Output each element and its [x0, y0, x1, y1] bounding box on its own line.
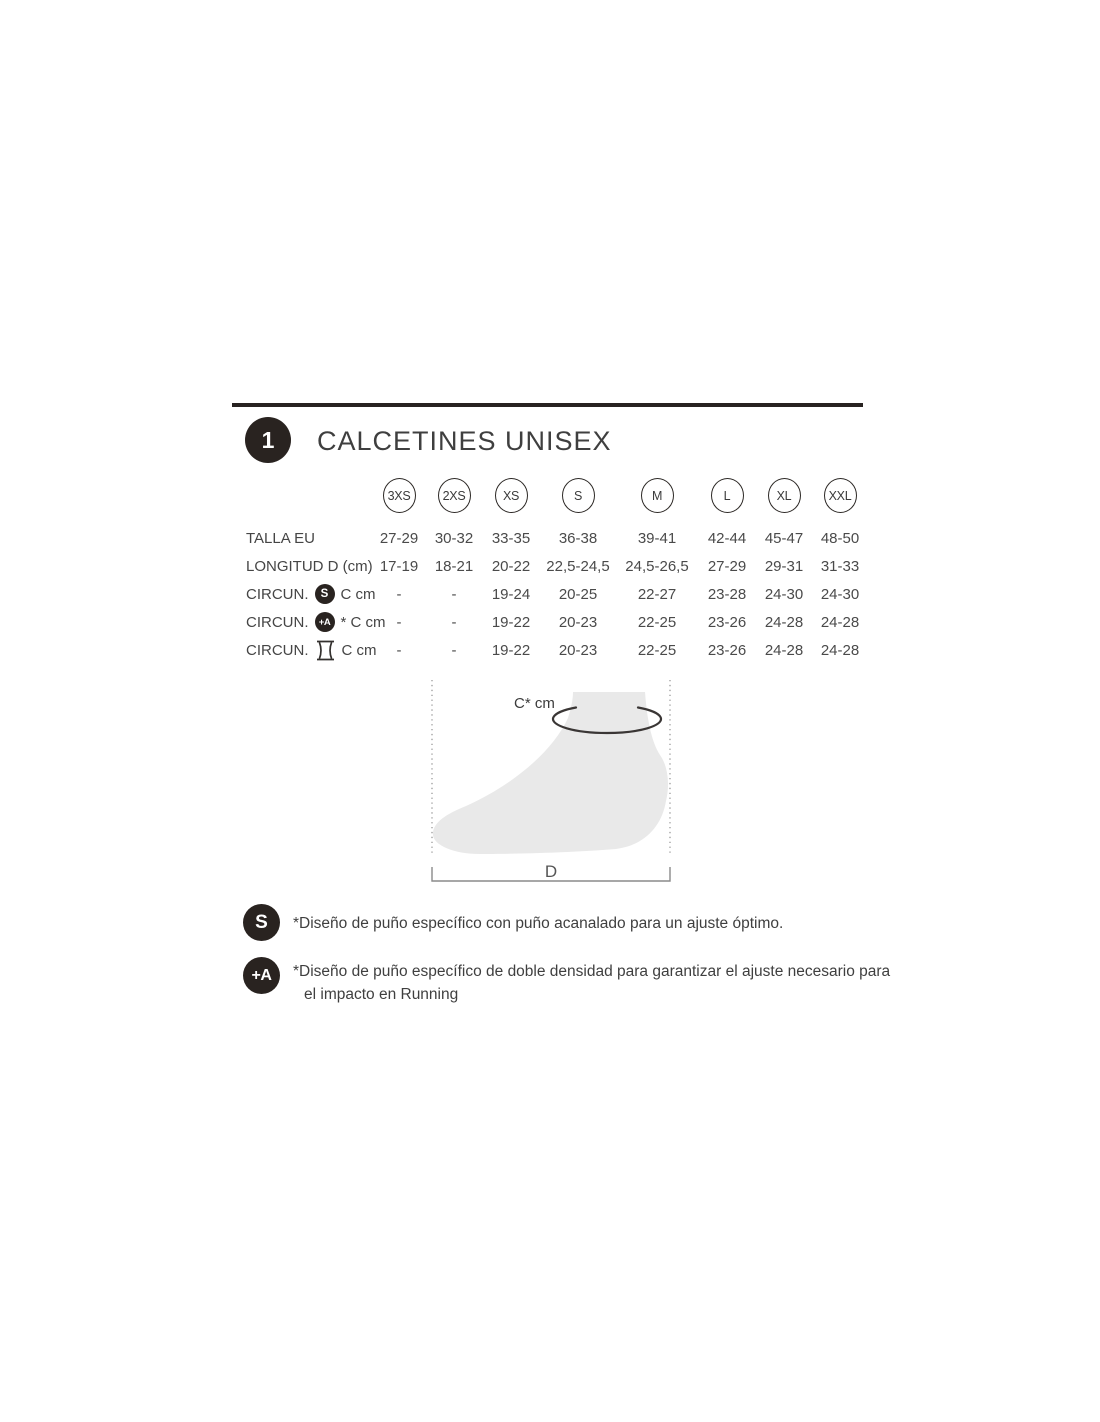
- row-label-circun-plus-a: [232, 608, 386, 636]
- table-cell: 24-30: [764, 585, 804, 603]
- table-cell: 36-38: [558, 529, 598, 547]
- table-cell: 27-29: [707, 557, 747, 575]
- table-corner-cell: [232, 476, 372, 524]
- s-cuff-badge-icon: S: [243, 904, 280, 941]
- size-header-xs: [482, 476, 540, 524]
- table-cell: 19-22: [491, 613, 531, 631]
- table-cell: 39-41: [637, 529, 677, 547]
- table-cell: 48-50: [820, 529, 860, 547]
- table-cell: 23-26: [707, 641, 747, 659]
- table-cell: 22-27: [637, 585, 677, 603]
- size-circle: S: [562, 478, 595, 513]
- footnote-plus-a-text: *Diseño de puño específico de doble densidad para garantizar el ajuste necesario para el impacto en Running: [293, 963, 891, 1003]
- size-circle: L: [711, 478, 744, 513]
- size-header-xxl: [812, 476, 868, 524]
- table-cell: 24-28: [764, 641, 804, 659]
- table-cell: -: [451, 641, 457, 659]
- table-cell: 31-33: [820, 557, 860, 575]
- table-cell: 22-25: [637, 641, 677, 659]
- page-title: CALCETINES UNISEX: [317, 426, 612, 456]
- table-cell: 20-23: [558, 613, 598, 631]
- row-label-suffix: * C cm: [340, 613, 386, 631]
- table-cell: 23-28: [707, 585, 747, 603]
- table-cell: 20-25: [558, 585, 598, 603]
- s-cuff-badge-icon: S: [315, 584, 335, 604]
- table-cell: 20-22: [491, 557, 531, 575]
- row-label-suffix: C cm: [340, 585, 376, 603]
- row-label-text: TALLA EU: [246, 529, 315, 547]
- row-label-text: CIRCUN.: [246, 641, 309, 659]
- table-cell: 24-28: [820, 641, 860, 659]
- table-cell: -: [451, 613, 457, 631]
- size-circle: XXL: [824, 478, 857, 513]
- table-cell: 24-28: [820, 613, 860, 631]
- table-cell: 42-44: [707, 529, 747, 547]
- row-label-text: CIRCUN.: [246, 585, 309, 603]
- row-label-talla-eu: [232, 524, 372, 552]
- table-cell: 24-30: [820, 585, 860, 603]
- foot-measurement-diagram: [418, 673, 693, 903]
- table-cell: 24-28: [764, 613, 804, 631]
- size-header-s: [540, 476, 616, 524]
- table-cell: 22-25: [637, 613, 677, 631]
- table-cell: 19-22: [491, 641, 531, 659]
- row-label-text: LONGITUD D (cm): [246, 557, 373, 575]
- foot-silhouette: [433, 692, 668, 854]
- table-cell: 45-47: [764, 529, 804, 547]
- size-header-3xs: [372, 476, 426, 524]
- table-cell: 19-24: [491, 585, 531, 603]
- table-cell: 23-26: [707, 613, 747, 631]
- row-label-text: CIRCUN.: [246, 613, 309, 631]
- table-cell: 27-29: [379, 529, 419, 547]
- length-label: D: [544, 862, 558, 881]
- table-cell: 24,5-26,5: [625, 557, 689, 575]
- size-header-xl: [756, 476, 812, 524]
- size-circle: XS: [495, 478, 528, 513]
- row-label-circun-cuff: [232, 636, 377, 664]
- sock-cuff-icon: [316, 640, 335, 661]
- table-cell: 17-19: [379, 557, 419, 575]
- table-cell: 33-35: [491, 529, 531, 547]
- table-cell: 22,5-24,5: [546, 557, 610, 575]
- size-circle: M: [641, 478, 674, 513]
- size-circle: 3XS: [383, 478, 416, 513]
- size-circle: XL: [768, 478, 801, 513]
- table-cell: 20-23: [558, 641, 598, 659]
- row-label-circun-s: [232, 580, 376, 608]
- circumference-label: C* cm: [514, 695, 555, 712]
- footnote-s-text: *Diseño de puño específico con puño acanalado para un ajuste óptimo.: [293, 915, 784, 932]
- row-label-longitud-d: [232, 552, 372, 580]
- table-cell: 30-32: [434, 529, 474, 547]
- top-divider-rule: [232, 403, 863, 407]
- table-cell: -: [396, 613, 402, 631]
- table-cell: 29-31: [764, 557, 804, 575]
- size-header-m: [616, 476, 698, 524]
- size-circle: 2XS: [438, 478, 471, 513]
- size-header-l: [698, 476, 756, 524]
- table-cell: -: [396, 585, 402, 603]
- size-chart-table: [232, 476, 868, 664]
- size-header-2xs: [426, 476, 482, 524]
- section-number: 1: [261, 426, 275, 453]
- plus-a-cuff-badge-icon: +A: [315, 612, 335, 632]
- plus-a-cuff-badge-icon: +A: [243, 957, 280, 994]
- section-number-badge: [245, 417, 291, 463]
- table-cell: 18-21: [434, 557, 474, 575]
- table-cell: -: [451, 585, 457, 603]
- row-label-suffix: C cm: [341, 641, 377, 659]
- table-cell: -: [396, 641, 402, 659]
